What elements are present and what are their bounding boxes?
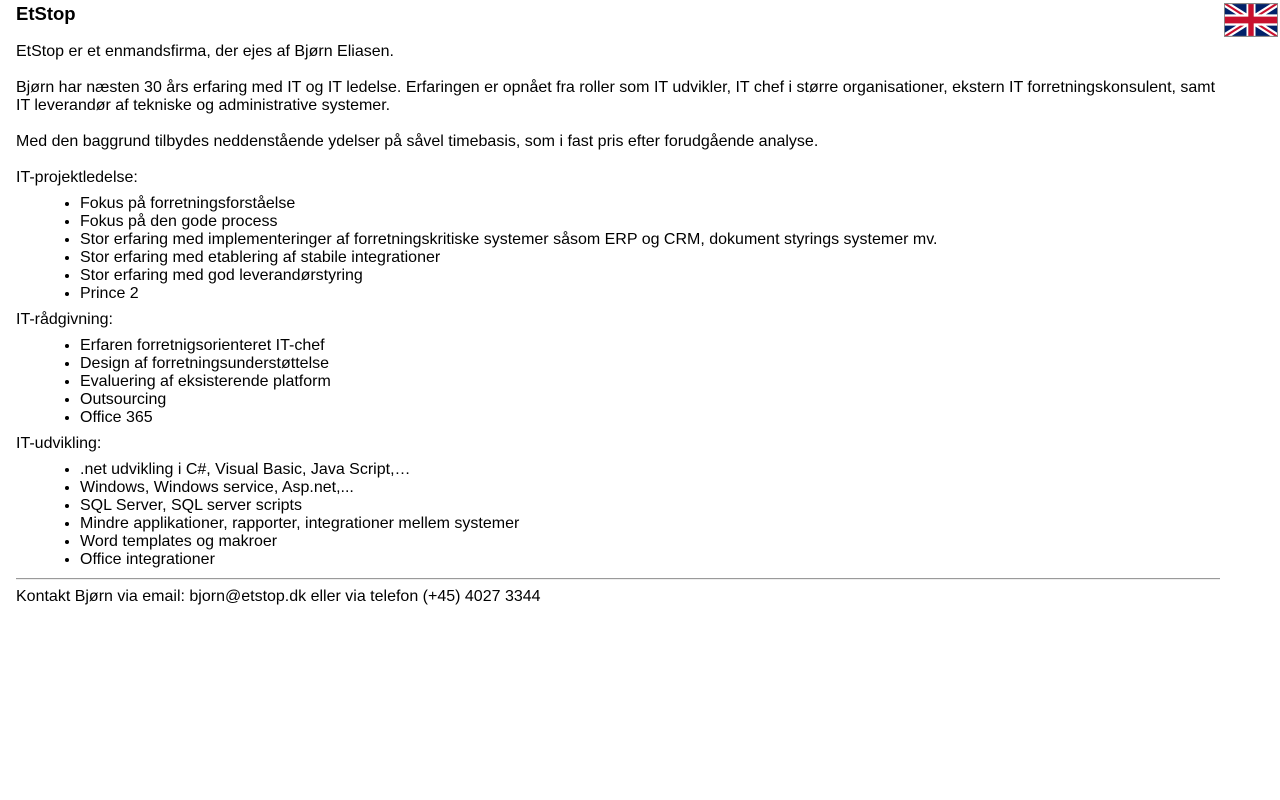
language-switch-link[interactable] xyxy=(1224,3,1278,37)
section-it-raadgivning xyxy=(16,311,1220,427)
intro-paragraph: EtStop er et enmandsfirma, der ejes af Bjørn Eliasen. xyxy=(16,43,394,60)
offering-paragraph: Med den baggrund tilbydes neddenstående ydelser på såvel timebasis, som i fast pris efter forudgående analyse. xyxy=(16,133,819,150)
service-list xyxy=(16,337,1220,427)
section-heading: IT-udvikling: xyxy=(16,435,102,452)
list-item: • SQL Server, SQL server scripts xyxy=(80,497,1220,515)
list-item: • .net udvikling i C#, Visual Basic, Java Script,… xyxy=(80,461,1220,479)
list-item: • Office 365 xyxy=(80,409,1220,427)
divider xyxy=(16,578,1220,580)
list-item: • Stor erfaring med god leverandørstyring xyxy=(80,267,1220,285)
list-item: • Prince 2 xyxy=(80,285,1220,303)
section-heading: IT-projektledelse: xyxy=(16,169,138,186)
list-item: • Office integrationer xyxy=(80,551,1220,569)
page-content xyxy=(16,0,1220,606)
list-item: • Erfaren forretnigsorienteret IT-chef xyxy=(80,337,1220,355)
service-list xyxy=(16,461,1220,569)
list-item: • Fokus på den gode process xyxy=(80,213,1220,231)
section-it-projektledelse xyxy=(16,169,1220,303)
service-list xyxy=(16,195,1220,303)
list-item: • Fokus på forretningsforståelse xyxy=(80,195,1220,213)
list-item: • Evaluering af eksisterende platform xyxy=(80,373,1220,391)
list-item: • Word templates og makroer xyxy=(80,533,1220,551)
list-item: • Stor erfaring med implementeringer af forretningskritiske systemer såsom ERP og CRM, dokument styrings systemer mv. xyxy=(80,231,1220,249)
list-item: • Mindre applikationer, rapporter, integrationer mellem systemer xyxy=(80,515,1220,533)
experience-paragraph: Bjørn har næsten 30 års erfaring med IT og IT ledelse. Erfaringen er opnået fra roller som IT udvikler, IT chef i større organisationer, ekstern IT forretningskonsulent, samt IT leverandør af tekniske og administrative systemer. xyxy=(16,79,1216,114)
contact-line: Kontakt Bjørn via email: bjorn@etstop.dk eller via telefon (+45) 4027 3344 xyxy=(16,588,541,605)
list-item: • Windows, Windows service, Asp.net,... xyxy=(80,479,1220,497)
list-item: • Design af forretningsunderstøttelse xyxy=(80,355,1220,373)
section-heading: IT-rådgivning: xyxy=(16,311,113,328)
section-it-udvikling xyxy=(16,435,1220,569)
list-item: • Outsourcing xyxy=(80,391,1220,409)
list-item: • Stor erfaring med etablering af stabile integrationer xyxy=(80,249,1220,267)
page-title: EtStop xyxy=(16,3,76,24)
uk-flag-icon xyxy=(1224,3,1278,37)
